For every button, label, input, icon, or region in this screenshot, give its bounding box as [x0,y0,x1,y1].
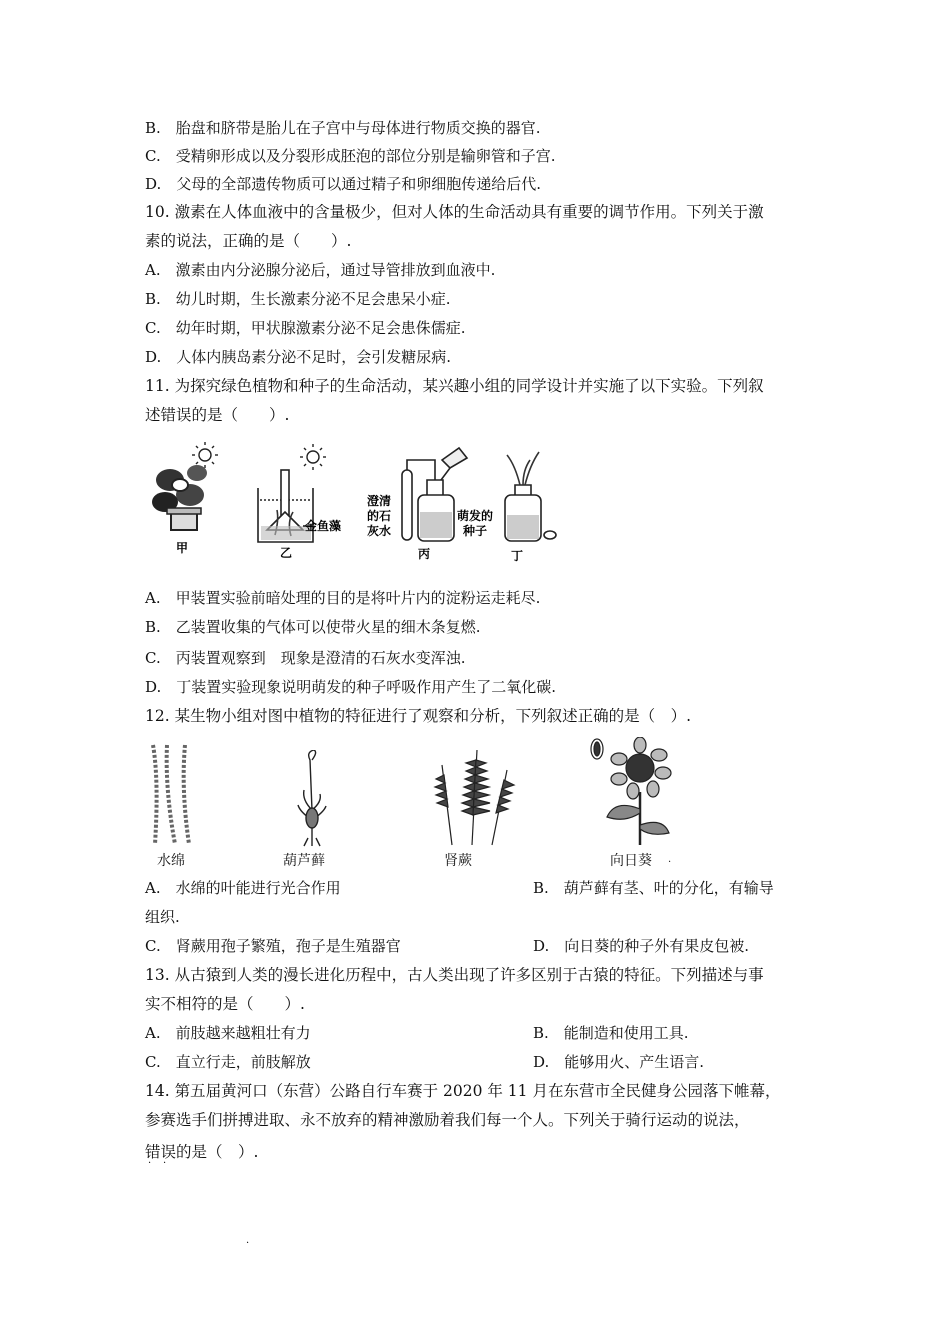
q12-option-c: C. 肾蕨用孢子繁殖，孢子是生殖器官 [145,937,401,955]
q11-experiment-figure [145,440,575,575]
q10-option-b: B. 幼儿时期，生长激素分泌不足会患呆小症. [145,290,451,308]
q10-option-c: C. 幼年时期，甲状腺激素分泌不足会患侏儒症. [145,319,466,337]
moss-illustration [290,750,335,848]
spirogyra-illustration [145,740,195,848]
figure-label-yi: 乙 [280,546,293,560]
figure-label-limewater-1: 澄清 [367,494,392,508]
figure-label-goldfish-weed: 金鱼藻 [305,519,342,533]
figure-label-jia: 甲 [176,541,189,555]
potted-plant-jia [152,465,207,530]
figure-label-limewater-2: 的石 [367,509,392,523]
plant-label-moss: 葫芦藓 [283,853,325,869]
q10-stem-line2: 素的说法，正确的是（ ）. [145,232,352,250]
q11-option-a: A. 甲装置实验前暗处理的目的是将叶片内的淀粉运走耗尽. [145,589,541,607]
plant-label-sunflower: 向日葵 [610,853,652,869]
q12-option-d: D. 向日葵的种子外有果皮包被. [533,937,750,955]
q12-option-b: B. 葫芦藓有茎、叶的分化，有输导 [533,879,774,897]
q11-option-d: D. 丁装置实验现象说明萌发的种子呼吸作用产生了二氧化碳. [145,678,557,696]
q9-option-c: C. 受精卵形成以及分裂形成胚泡的部位分别是输卵管和子宫. [145,147,556,165]
limewater-apparatus-bing [402,448,467,541]
q14-stem-line3: 错误的是（ ）. [145,1143,259,1161]
q13-option-b: B. 能制造和使用工具. [533,1024,689,1042]
sun-icon [192,442,218,468]
q11-stem-line2: 述错误的是（ ）. [145,406,290,424]
q13-stem-line2: 实不相符的是（ ）. [145,995,305,1013]
q10-stem-line1: 10. 激素在人体血液中的含量极少，但对人体的生命活动具有重要的调节作用。下列关于激 [145,203,764,221]
sun-icon [300,444,326,470]
q11-option-c: C. 丙装置观察到 现象是澄清的石灰水变浑浊. [145,649,466,667]
q10-option-d: D. 人体内胰岛素分泌不足时，会引发糖尿病. [145,348,452,366]
emphasis-dot: · [148,1158,152,1169]
q14-stem-line2: 参赛选手们拼搏进取、永不放弃的精神激励着我们每一个人。下列关于骑行运动的说法， [145,1111,750,1129]
plant-label-spirogyra: 水绵 [157,853,185,869]
q11-stem-line1: 11. 为探究绿色植物和种子的生命活动，某兴趣小组的同学设计并实施了以下实验。下列叙 [145,377,764,395]
q13-option-c: C. 直立行走，前肢解放 [145,1053,311,1071]
q10-option-a: A. 激素由内分泌腺分泌后，通过导管排放到血液中. [145,261,496,279]
q13-option-d: D. 能够用火、产生语言. [533,1053,705,1071]
seedling-bottle-ding [505,452,556,541]
figure-label-limewater-3: 灰水 [367,524,392,538]
figure-label-seeds-1: 萌发的 [457,509,494,523]
fern-illustration [432,745,517,848]
q12-option-b-continued: 组织. [145,908,180,926]
figure-label-seeds-2: 种子 [463,524,488,538]
figure-label-ding: 丁 [511,549,524,563]
experiment-apparatus-illustration [145,440,575,575]
q12-option-a: A. 水绵的叶能进行光合作用 [145,879,341,897]
q9-option-d: D. 父母的全部遗传物质可以通过精子和卵细胞传递给后代. [145,175,542,193]
q9-option-b: B. 胎盘和脐带是胎儿在子宫中与母体进行物质交换的器官. [145,119,541,137]
sunflower-illustration [585,737,673,848]
q14-stem-line1: 14. 第五届黄河口（东营）公路自行车赛于 2020 年 11 月在东营市全民健身公园落下帷幕， [145,1082,781,1100]
figure-label-bing: 丙 [418,547,431,561]
emphasis-dot: · [163,1158,167,1169]
q13-option-a: A. 前肢越来越粗壮有力 [145,1024,311,1042]
q12-stem: 12. 某生物小组对图中植物的特征进行了观察和分析，下列叙述正确的是（ ）. [145,707,692,725]
q13-stem-line1: 13. 从古猿到人类的漫长进化历程中，古人类出现了许多区别于古猿的特征。下列描述与事 [145,966,764,984]
plant-label-fern: 肾蕨 [444,853,472,869]
q11-option-b: B. 乙装置收集的气体可以使带火星的细木条复燃. [145,618,481,636]
